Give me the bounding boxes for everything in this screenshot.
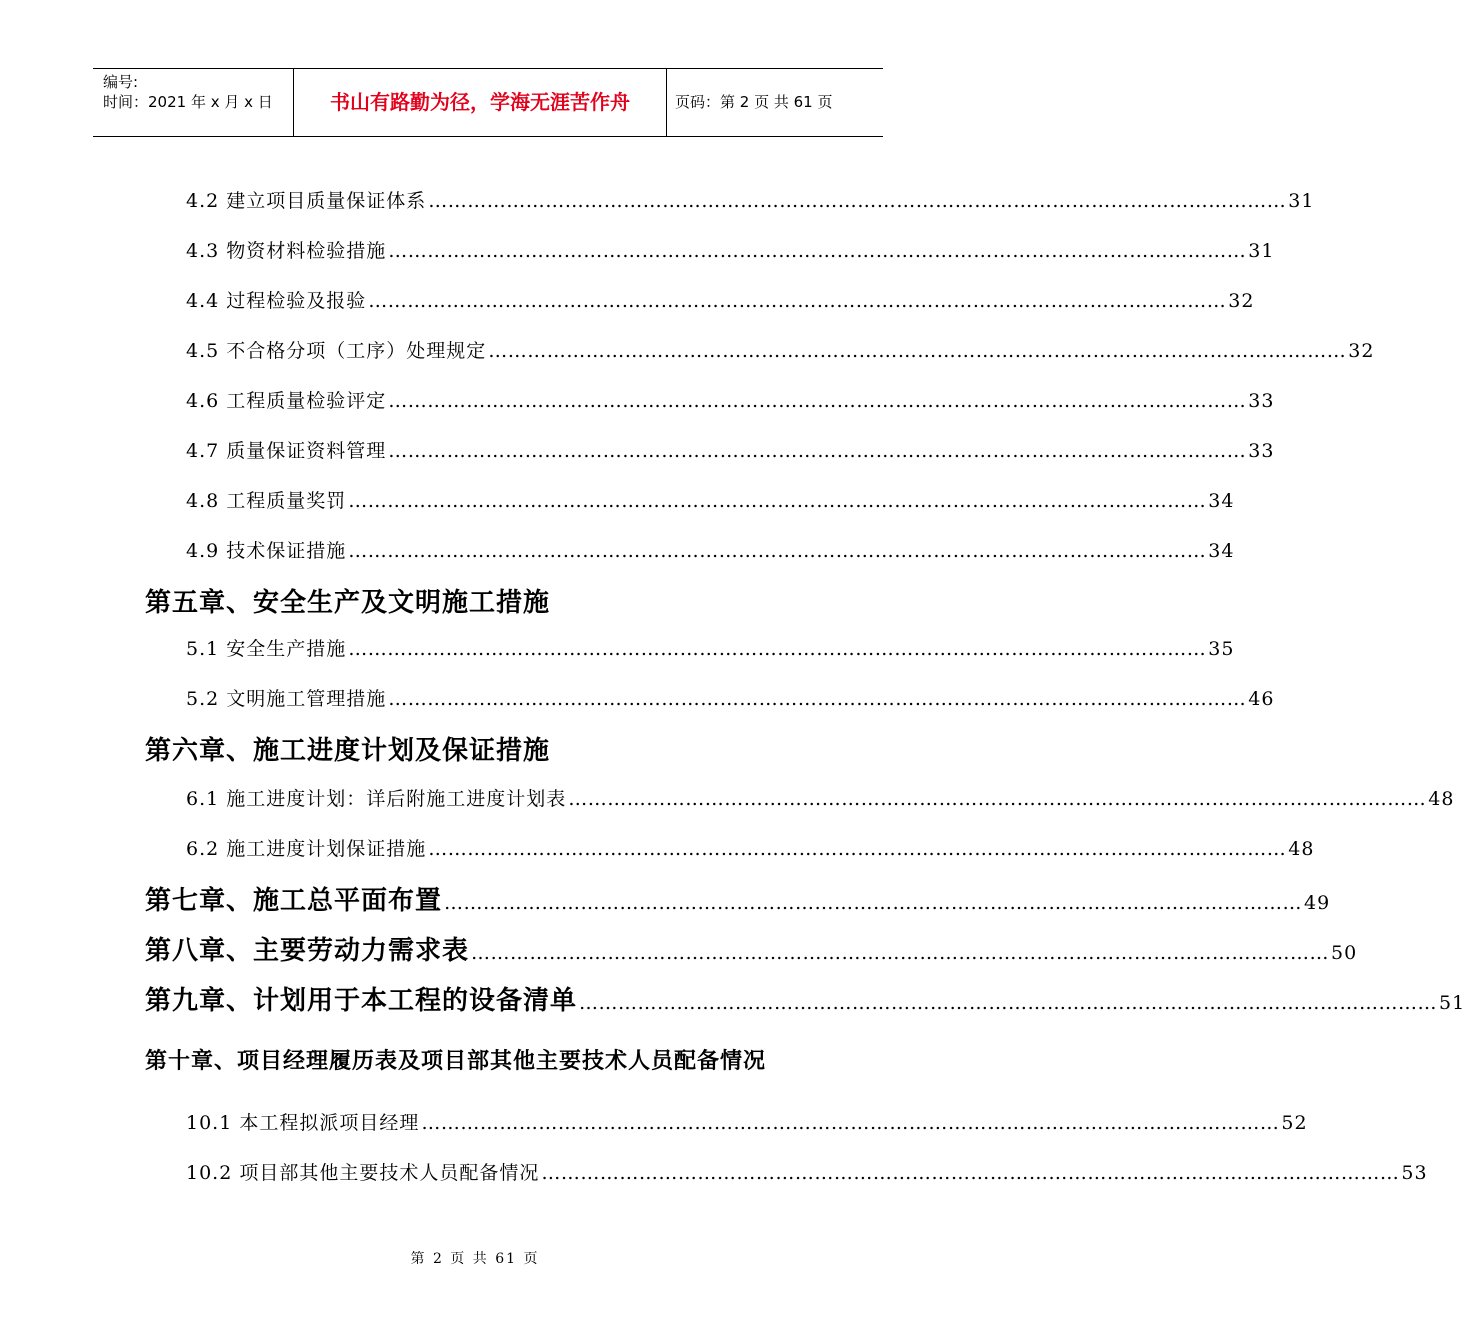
document-number-label: 编号: (103, 73, 139, 91)
toc-entry-title: 5.1 安全生产措施 (186, 638, 347, 660)
toc-chapter-heading[interactable] (145, 1044, 832, 1075)
toc-entry[interactable] (186, 486, 1235, 513)
toc-entry-page: 33 (1248, 440, 1275, 462)
page-footer: 第 2 页 共 61 页 (410, 1251, 540, 1267)
toc-leader: …………………………………………………………………………………………………………………… (368, 290, 1227, 312)
toc-entry-page: 51 (1439, 992, 1465, 1014)
document-time-label: 时间：2021 年 x 月 x 日 (103, 93, 273, 111)
toc-entry[interactable] (186, 336, 1375, 363)
toc-chapter-title: 第五章、安全生产及文明施工措施 (145, 588, 551, 618)
toc-leader: …………………………………………………………………………………………………………………… (579, 992, 1438, 1014)
toc-entry-title: 10.2 项目部其他主要技术人员配备情况 (186, 1162, 540, 1184)
toc-entry[interactable] (186, 1108, 1308, 1135)
toc-entry[interactable] (186, 186, 1315, 213)
toc-entry-page: 48 (1428, 788, 1455, 810)
toc-entry-page: 32 (1348, 340, 1375, 362)
toc-chapter-entry[interactable] (145, 880, 1331, 917)
toc-entry-page: 50 (1331, 942, 1358, 964)
toc-entry[interactable] (186, 236, 1275, 263)
toc-entry[interactable] (186, 634, 1235, 661)
toc-entry[interactable] (186, 386, 1275, 413)
toc-entry[interactable] (186, 286, 1255, 313)
toc-leader: …………………………………………………………………………………………………………………… (388, 390, 1247, 412)
toc-entry-page: 48 (1288, 838, 1315, 860)
toc-entry[interactable] (186, 436, 1275, 463)
toc-chapter-title: 第九章、计划用于本工程的设备清单 (145, 986, 578, 1016)
toc-entry-title: 5.2 文明施工管理措施 (186, 688, 387, 710)
toc-leader: …………………………………………………………………………………………………………………… (428, 190, 1287, 212)
toc-entry[interactable] (186, 1158, 1428, 1185)
toc-entry-title: 4.9 技术保证措施 (186, 540, 347, 562)
header-info (93, 69, 294, 136)
toc-entry[interactable] (186, 834, 1315, 861)
toc-entry-title: 4.8 工程质量奖罚 (186, 490, 347, 512)
toc-entry-page: 32 (1228, 290, 1255, 312)
toc-leader: …………………………………………………………………………………………………………………… (388, 440, 1247, 462)
toc-leader: …………………………………………………………………………………………………………………… (388, 688, 1247, 710)
header-motto: 书山有路勤为径，学海无涯苦作舟 (294, 69, 667, 136)
toc-chapter-title: 第八章、主要劳动力需求表 (145, 936, 470, 966)
toc-chapter-title: 第十章、项目经理履历表及项目部其他主要技术人员配备情况 (145, 1049, 767, 1074)
header-page-label: 页码：第 2 页 共 61 页 (675, 93, 833, 111)
toc-leader: …………………………………………………………………………………………………………………… (471, 942, 1330, 964)
toc-leader: …………………………………………………………………………………………………………………… (421, 1112, 1280, 1134)
toc-entry-title: 4.5 不合格分项（工序）处理规定 (186, 340, 487, 362)
page-header (93, 68, 883, 137)
toc-leader: …………………………………………………………………………………………………………………… (348, 490, 1207, 512)
toc-chapter-entry[interactable] (145, 930, 1358, 967)
toc-entry-title: 10.1 本工程拟派项目经理 (186, 1112, 420, 1134)
toc-leader: …………………………………………………………………………………………………………………… (444, 892, 1303, 914)
toc-leader: …………………………………………………………………………………………………………………… (568, 788, 1427, 810)
toc-entry-page: 31 (1288, 190, 1315, 212)
toc-entry-page: 53 (1401, 1162, 1428, 1184)
toc-entry[interactable] (186, 536, 1235, 563)
toc-leader: …………………………………………………………………………………………………………………… (388, 240, 1247, 262)
toc-entry-title: 4.2 建立项目质量保证体系 (186, 190, 427, 212)
toc-entry-title: 4.7 质量保证资料管理 (186, 440, 387, 462)
toc-leader: …………………………………………………………………………………………………………………… (348, 638, 1207, 660)
toc-leader: …………………………………………………………………………………………………………………… (348, 540, 1207, 562)
toc-entry-page: 31 (1248, 240, 1275, 262)
toc-entry-page: 35 (1208, 638, 1235, 660)
toc-entry-page: 34 (1208, 540, 1235, 562)
toc-entry-title: 4.4 过程检验及报验 (186, 290, 367, 312)
toc-entry[interactable] (186, 784, 1455, 811)
toc-leader: …………………………………………………………………………………………………………………… (488, 340, 1347, 362)
toc-entry-title: 6.1 施工进度计划：详后附施工进度计划表 (186, 788, 567, 810)
toc-entry-page: 49 (1304, 892, 1331, 914)
toc-leader: …………………………………………………………………………………………………………………… (428, 838, 1287, 860)
toc-chapter-heading[interactable] (145, 582, 832, 619)
toc-entry-page: 34 (1208, 490, 1235, 512)
toc-entry-title: 4.3 物资材料检验措施 (186, 240, 387, 262)
toc-leader: …………………………………………………………………………………………………………………… (541, 1162, 1400, 1184)
toc-entry-page: 33 (1248, 390, 1275, 412)
toc-entry-page: 52 (1281, 1112, 1308, 1134)
toc-chapter-title: 第六章、施工进度计划及保证措施 (145, 736, 551, 766)
toc-entry-title: 6.2 施工进度计划保证措施 (186, 838, 427, 860)
toc-entry-title: 4.6 工程质量检验评定 (186, 390, 387, 412)
toc-chapter-title: 第七章、施工总平面布置 (145, 886, 443, 916)
toc-chapter-entry[interactable] (145, 980, 1465, 1017)
toc-chapter-heading[interactable] (145, 730, 832, 767)
toc-entry[interactable] (186, 684, 1275, 711)
toc-entry-page: 46 (1248, 688, 1275, 710)
